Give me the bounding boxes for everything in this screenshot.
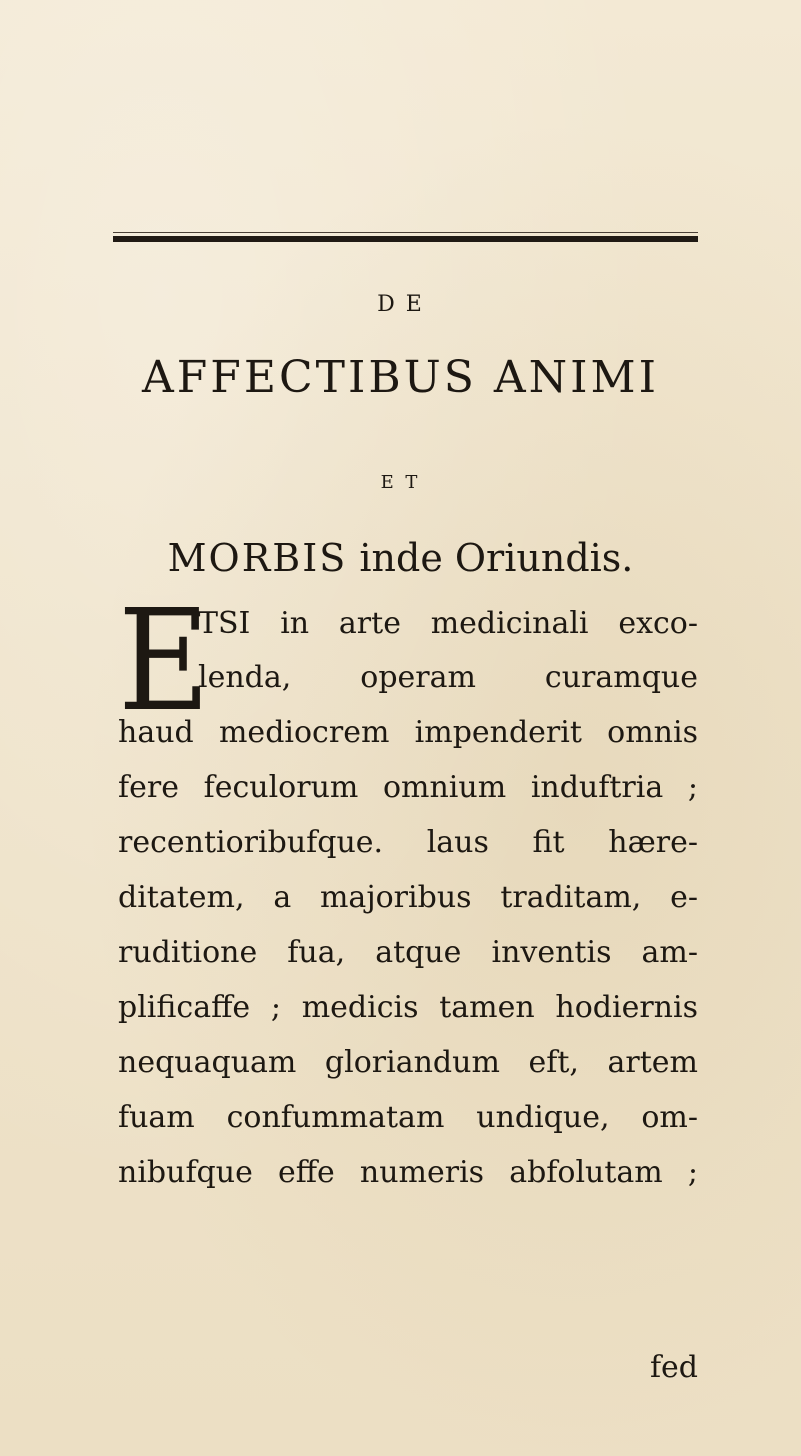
catchword: fed	[649, 1350, 698, 1385]
text-line-first: TSI in arte medicinali exco-	[198, 606, 698, 641]
page-subtitle	[0, 536, 801, 580]
text-line: ruditione fua, atque inventis am-	[118, 935, 698, 970]
drop-cap: E	[118, 580, 210, 743]
header-thick-rule	[113, 236, 698, 242]
text-line: lenda, operam curamque	[198, 660, 698, 695]
text-line: recentioribufque. laus fit hære-	[118, 825, 698, 860]
header-thin-rule	[113, 232, 698, 233]
text-line: nequaquam gloriandum eft, artem	[118, 1045, 698, 1080]
text-line: ditatem, a majoribus traditam, e-	[118, 880, 698, 915]
heading-de: D E	[377, 292, 424, 317]
heading-et: E T	[380, 472, 421, 493]
page-title: AFFECTIBUS ANIMI	[142, 352, 659, 403]
text-line: nibufque effe numeris abfolutam ;	[118, 1155, 698, 1190]
subtitle-rest: inde Oriundis.	[359, 536, 634, 580]
text-line: haud mediocrem impenderit omnis	[118, 715, 698, 750]
text-line: fere feculorum omnium induftria ;	[118, 770, 698, 805]
text-line: plificaffe ; medicis tamen hodiernis	[118, 990, 698, 1025]
subtitle-caps: MORBIS	[167, 536, 348, 580]
text-line: fuam confummatam undique, om-	[118, 1100, 698, 1135]
